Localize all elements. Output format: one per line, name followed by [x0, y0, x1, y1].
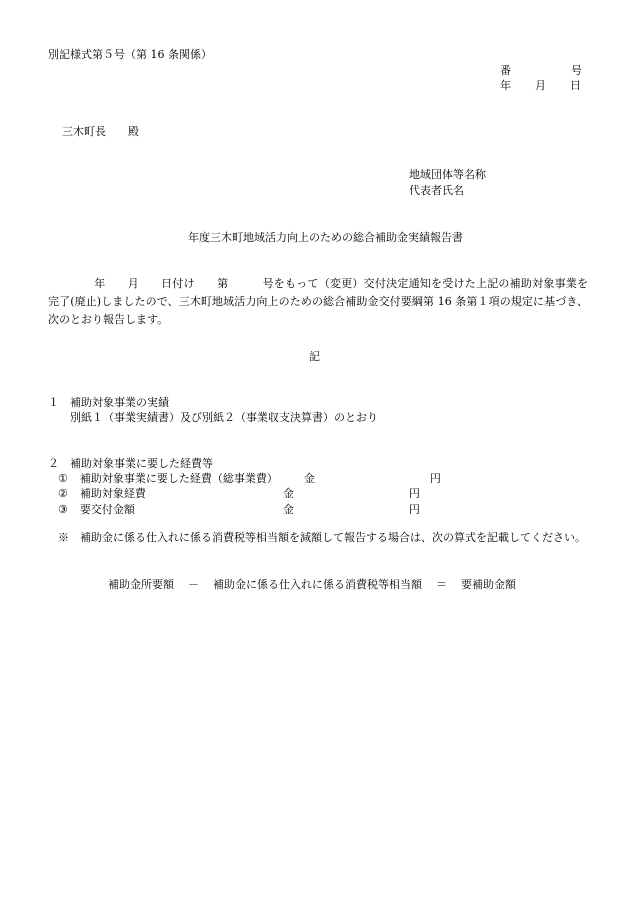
- section2-heading: ２ 補助対象事業に要した経費等: [48, 457, 213, 470]
- expense-item-grant: [58, 504, 420, 515]
- addressee-name: 三木町長: [62, 125, 106, 138]
- date-day: 日: [570, 79, 581, 92]
- body-dai: 第: [216, 277, 229, 290]
- ki-heading: 記: [309, 350, 320, 363]
- sender-rep-label: 代表者氏名: [409, 184, 464, 197]
- form-number-label: 別記様式第５号（第 16 条関係）: [48, 48, 212, 61]
- body-month: 月: [127, 277, 139, 290]
- date-year: 年: [500, 79, 511, 92]
- body-day-suffix: 日付け: [160, 277, 195, 290]
- expense-label: 補助対象事業に要した経費（総事業費）: [79, 472, 278, 485]
- tax-note: ※ 補助金に係る仕入れに係る消費税等相当額を減額して報告する場合は、次の算式を記載してください。: [58, 531, 586, 544]
- expense-mark: ①: [58, 472, 68, 485]
- document-date-line: [500, 80, 581, 91]
- formula-term-tax: 補助金に係る仕入れに係る消費税等相当額: [213, 578, 422, 591]
- section1-body: 別紙１（事業実績書）及び別紙２（事業収支決算書）のとおり: [70, 411, 378, 424]
- document-number-line: [500, 65, 582, 76]
- expense-kin: 金: [282, 503, 294, 516]
- formula-term-result: 要補助金額: [461, 578, 516, 591]
- body-text: 号をもって（変更）交付決定通知を受けた上記の補助対象事業を完了(廃止)しましたので、三木町地域活力向上のための総合補助金交付要綱第 16 条第１項の規定に基づき、次のとおり報告します。: [48, 277, 589, 326]
- expense-label: 補助対象経費: [79, 487, 146, 500]
- report-body: [48, 275, 588, 329]
- formula-term-required: 補助金所要額: [108, 578, 174, 591]
- calculation-formula: [108, 579, 516, 590]
- addressee-honorific: 殿: [128, 125, 139, 138]
- bango-label: 番: [500, 64, 511, 77]
- expense-yen: 円: [408, 487, 420, 500]
- date-month: 月: [535, 79, 546, 92]
- sender-org-label: 地域団体等名称: [409, 168, 486, 181]
- expense-yen: 円: [429, 472, 441, 485]
- expense-mark: ③: [58, 503, 68, 516]
- expense-item-eligible: [58, 488, 420, 499]
- expense-label: 要交付金額: [79, 503, 135, 516]
- expense-kin: 金: [282, 487, 294, 500]
- body-year: 年: [94, 277, 106, 290]
- formula-minus: －: [188, 578, 199, 591]
- document-title: 年度三木町地域活力向上のための総合補助金実績報告書: [188, 231, 463, 244]
- expense-item-total: [58, 473, 441, 484]
- section1-heading: １ 補助対象事業の実績: [48, 396, 169, 409]
- expense-mark: ②: [58, 487, 68, 500]
- go-label: 号: [571, 64, 582, 77]
- formula-equals: ＝: [436, 578, 447, 591]
- addressee: [62, 126, 139, 137]
- expense-kin: 金: [303, 472, 315, 485]
- expense-yen: 円: [408, 503, 420, 516]
